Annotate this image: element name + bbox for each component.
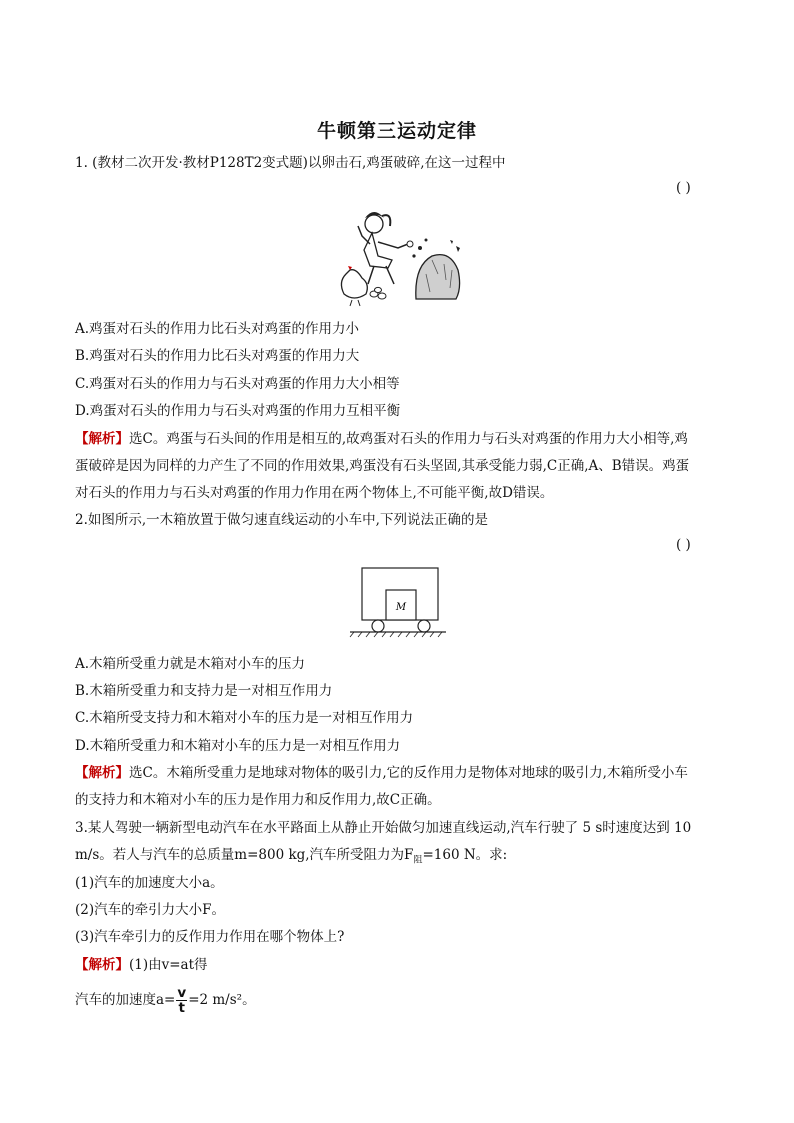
q1-option-b: B.鸡蛋对石头的作用力比石头对鸡蛋的作用力大: [75, 348, 360, 364]
q3-part-3: (3)汽车牵引力的反作用力作用在哪个物体上?: [75, 929, 345, 945]
q2-analysis-line-2: 的支持力和木箱对小车的压力是作用力和反作用力,故C正确。: [75, 792, 441, 808]
q3-part-2: (2)汽车的牵引力大小F。: [75, 902, 225, 918]
analysis-tag: 【解析】: [75, 765, 129, 781]
analysis-tag: 【解析】: [75, 431, 129, 447]
q2-stem: 2.如图所示,一木箱放置于做匀速直线运动的小车中,下列说法正确的是: [75, 512, 488, 528]
q1-analysis-line-2: 蛋破碎是因为同样的力产生了不同的作用效果,鸡蛋没有石头坚固,其承受能力弱,C正确,A、B错误。鸡蛋: [75, 458, 690, 474]
q3-stem-line-1: 3.某人驾驶一辆新型电动汽车在水平路面上从静止开始做匀加速直线运动,汽车行驶了 5 s时速度达到 10: [75, 820, 692, 836]
q1-option-c: C.鸡蛋对石头的作用力与石头对鸡蛋的作用力大小相等: [75, 376, 400, 392]
q2-answer-paren: ( ): [676, 537, 691, 553]
box-label: M: [395, 602, 407, 613]
q1-option-a: A.鸡蛋对石头的作用力比石头对鸡蛋的作用力小: [75, 321, 360, 337]
q3-part-1: (1)汽车的加速度大小a。: [75, 875, 224, 891]
q2-option-b: B.木箱所受重力和支持力是一对相互作用力: [75, 683, 333, 699]
q1-analysis-line-1: 【解析】选C。鸡蛋与石头间的作用是相互的,故鸡蛋对石头的作用力与石头对鸡蛋的作用力大小相等,鸡: [75, 431, 688, 447]
egg-rock-illustration: [334, 204, 464, 309]
q2-analysis-line-1: 【解析】选C。木箱所受重力是地球对物体的吸引力,它的反作用力是物体对地球的吸引力,木箱所受小车: [75, 765, 688, 781]
q2-option-a: A.木箱所受重力就是木箱对小车的压力: [75, 656, 306, 672]
fraction-v-over-t: $\frac{v}{t}$: [177, 985, 187, 1016]
q3-stem-line-2: m/s。若人与汽车的总质量m=800 kg,汽车所受阻力为$F_阻=160$ N。求:: [75, 847, 508, 866]
q3-analysis-line-1: 【解析】(1)由v=at得: [75, 957, 208, 973]
q1-stem: 1. (教材二次开发·教材P128T2变式题)以卵击石,鸡蛋破碎,在这一过程中: [75, 155, 506, 171]
analysis-tag: 【解析】: [75, 957, 129, 973]
subscript-zu: 阻: [413, 855, 423, 866]
q3-acceleration-formula: 汽车的加速度a= $\frac{v}{t}$ =2 m/s²。: [75, 985, 256, 1016]
q1-option-d: D.鸡蛋对石头的作用力与石头对鸡蛋的作用力互相平衡: [75, 403, 401, 419]
cart-box-diagram: [346, 564, 450, 638]
q1-analysis-line-3: 对石头的作用力与石头对鸡蛋的作用力作用在两个物体上,不可能平衡,故D错误。: [75, 485, 554, 501]
q2-option-d: D.木箱所受重力和木箱对小车的压力是一对相互作用力: [75, 738, 401, 754]
q1-answer-paren: ( ): [676, 180, 691, 196]
q2-option-c: C.木箱所受支持力和木箱对小车的压力是一对相互作用力: [75, 710, 414, 726]
page-title: 牛顿第三运动定律: [316, 120, 477, 142]
